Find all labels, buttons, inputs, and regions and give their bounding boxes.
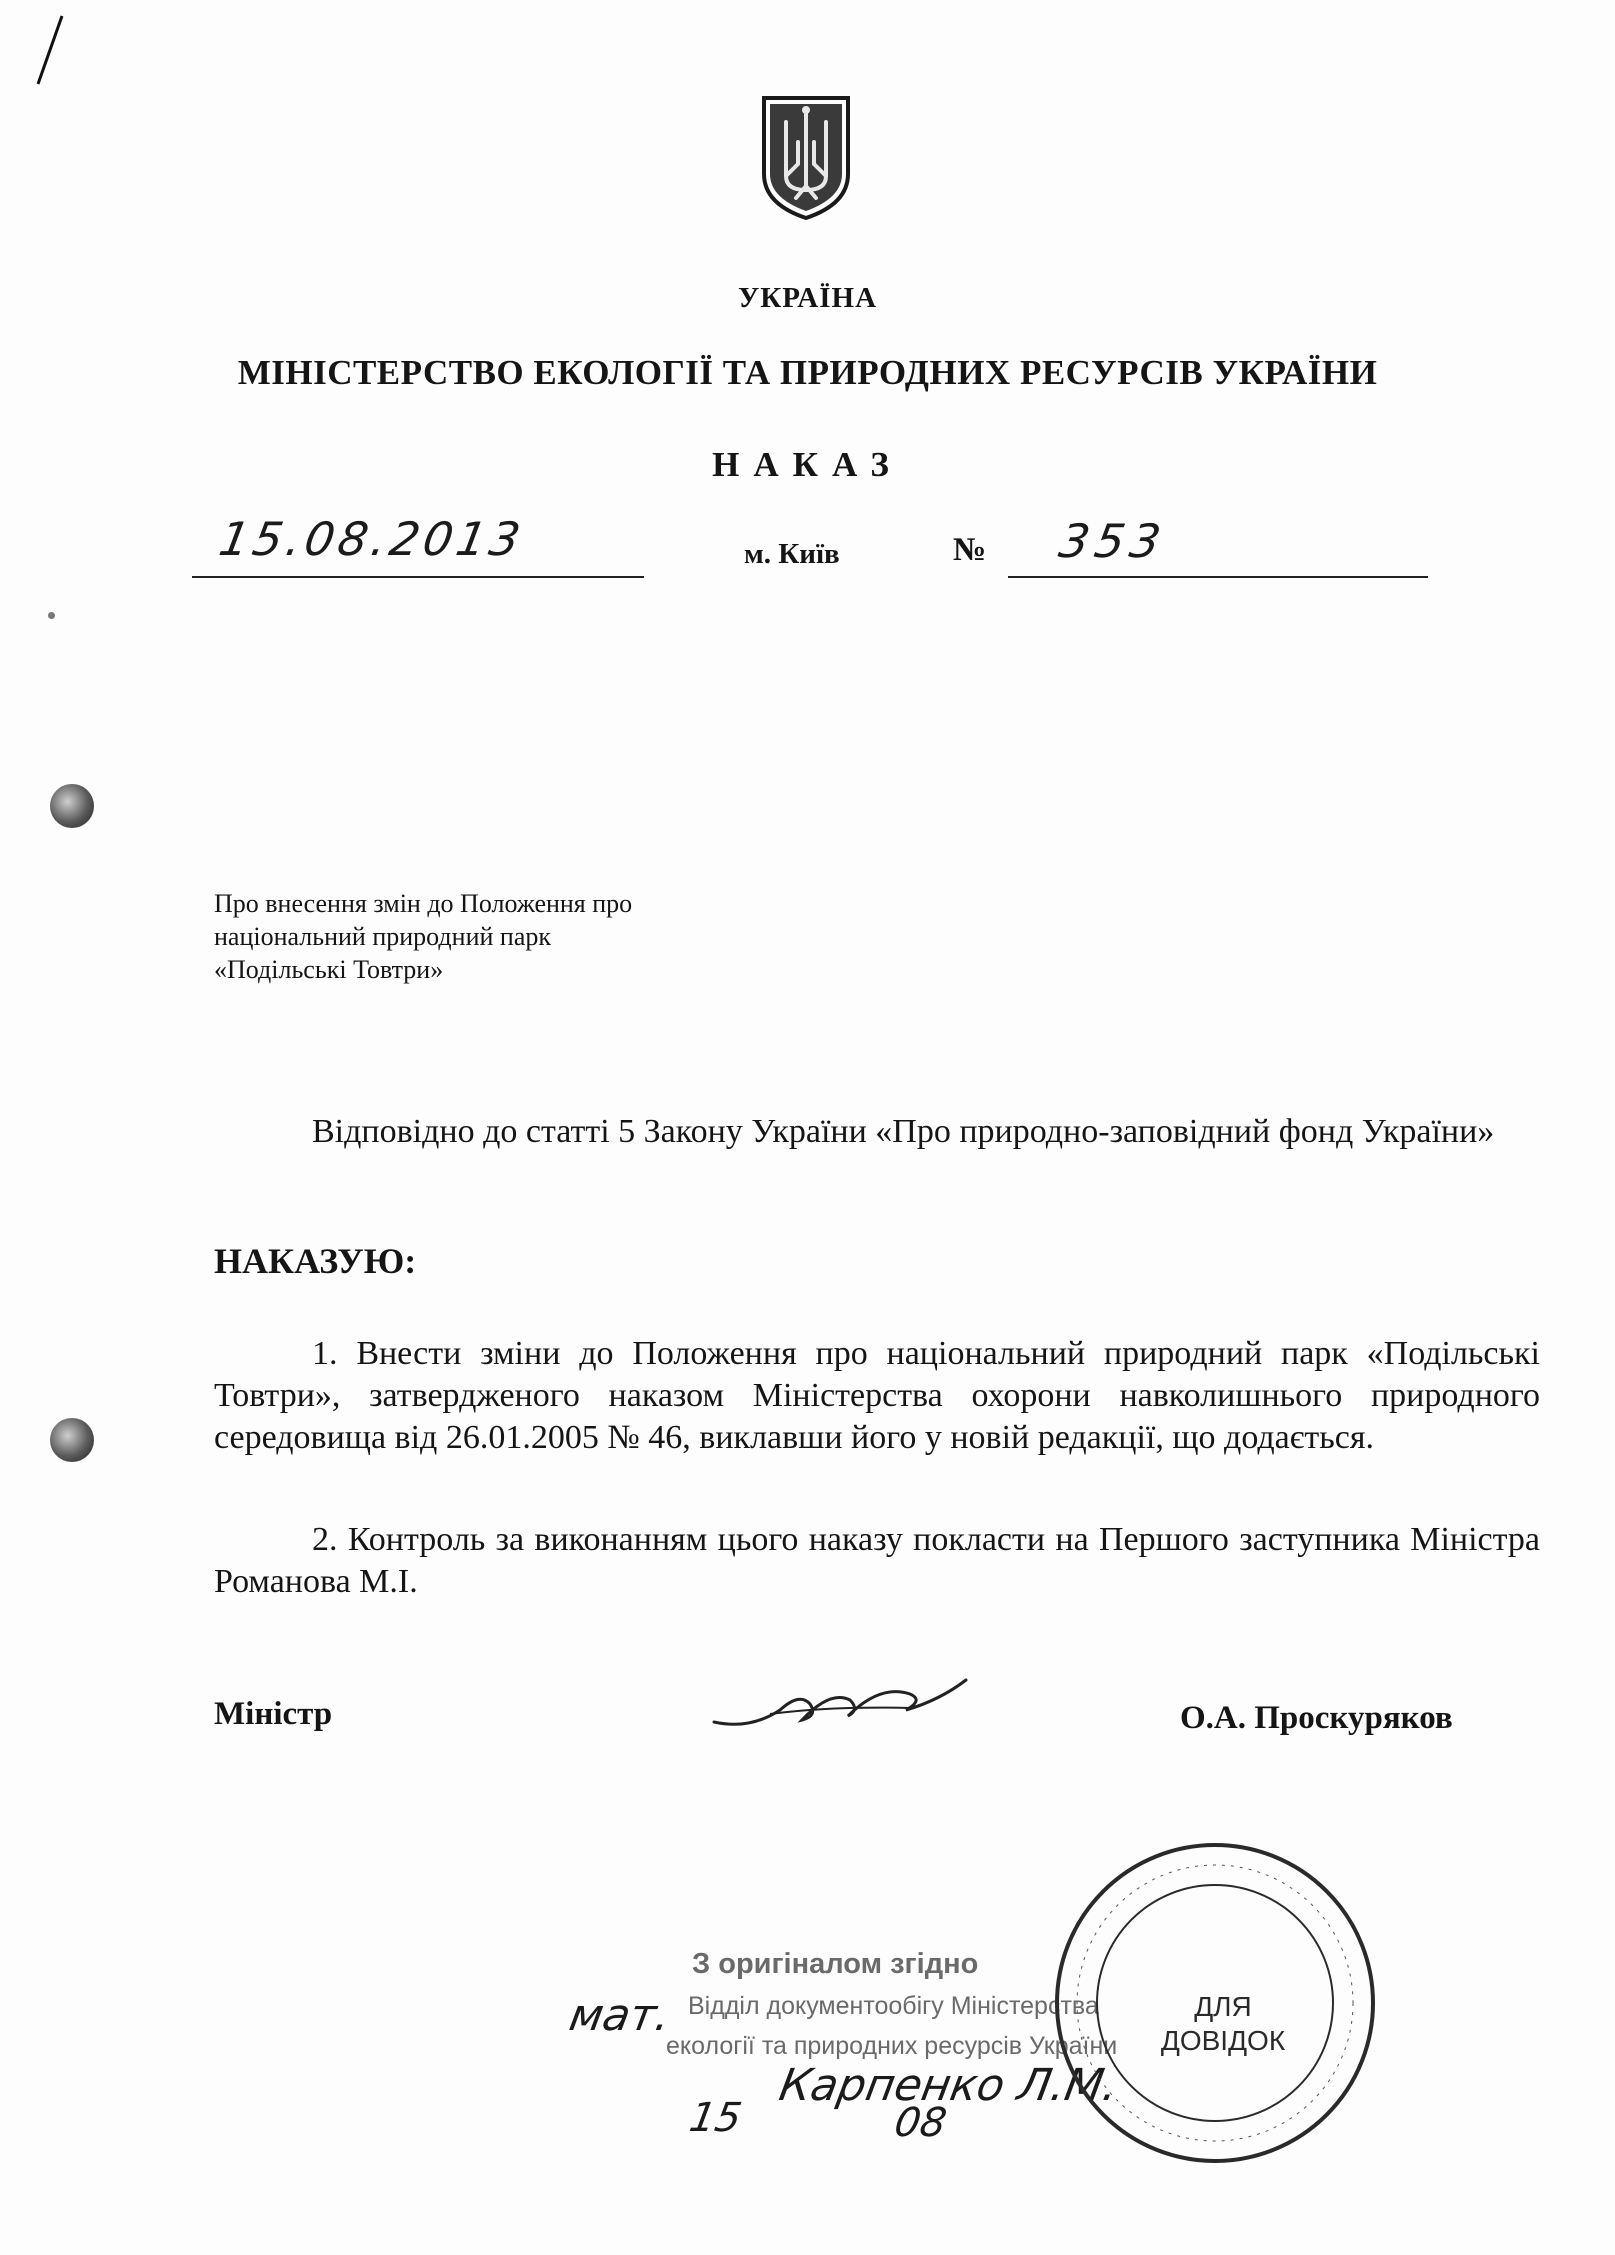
handwritten-note: мат. <box>565 1990 675 2041</box>
intro-paragraph: Відповідно до статті 5 Закону України «Про природно-заповідний фонд України» <box>312 1113 1495 1150</box>
stamp-line: З оригіналом згідно <box>692 1948 979 1980</box>
scan-slash-mark <box>30 10 70 90</box>
handwritten-signature <box>710 1670 970 1740</box>
tryzub-icon <box>758 92 854 222</box>
subject-block <box>214 887 632 986</box>
country-heading: УКРАЇНА <box>737 282 878 314</box>
stamp-line: екології та природних ресурсів України <box>666 2032 1118 2060</box>
scan-speck <box>48 612 55 619</box>
punch-hole-top <box>50 784 94 828</box>
punch-hole-bottom <box>50 1418 94 1462</box>
number-label: № <box>953 532 987 568</box>
ministry-heading: МІНІСТЕРСТВО ЕКОЛОГІЇ ТА ПРИРОДНИХ РЕСУРСІВ УКРАЇНИ <box>237 353 1378 392</box>
round-stamp-line: ДОВІДОК <box>1160 2025 1286 2056</box>
handwritten-surname: Карпенко Л.М. <box>775 2060 1122 2111</box>
order-item-1: 1. Внести зміни до Положення про національний природний парк «Подільські Товтри», затвердженого наказом Міністерства охорони навколишнього природного середовища від 26.01.2005 № 46, виклавши його у новій редакції, що додається. <box>214 1335 1540 1456</box>
number-handwritten: 353 <box>1055 514 1171 568</box>
date-handwritten: 15.08.2013 <box>215 512 529 566</box>
round-stamp-center <box>1148 1990 1298 2058</box>
order-heading: НАКАЗУЮ: <box>214 1241 417 1281</box>
signatory-name: О.А. Проскуряков <box>1180 1700 1453 1736</box>
round-stamp-line: ДЛЯ <box>1194 1991 1252 2022</box>
city-label: м. Київ <box>744 538 840 570</box>
document-type: НАКАЗ <box>712 445 903 484</box>
handwritten-month: 08 <box>890 2100 950 2146</box>
stamp-line: Відділ документообігу Міністерства <box>688 1992 1099 2020</box>
subject-line: національний природний парк <box>214 922 551 951</box>
date-field <box>192 510 644 578</box>
handwritten-day: 15 <box>685 2095 745 2141</box>
subject-line: «Подільські Товтри» <box>214 955 444 984</box>
signatory-role: Міністр <box>214 1696 333 1732</box>
number-field <box>1008 510 1428 578</box>
order-item-2: 2. Контроль за виконанням цього наказу покласти на Першого заступника Міністра Романова М.І. <box>214 1521 1540 1600</box>
subject-line: Про внесення змін до Положення про <box>214 889 633 918</box>
